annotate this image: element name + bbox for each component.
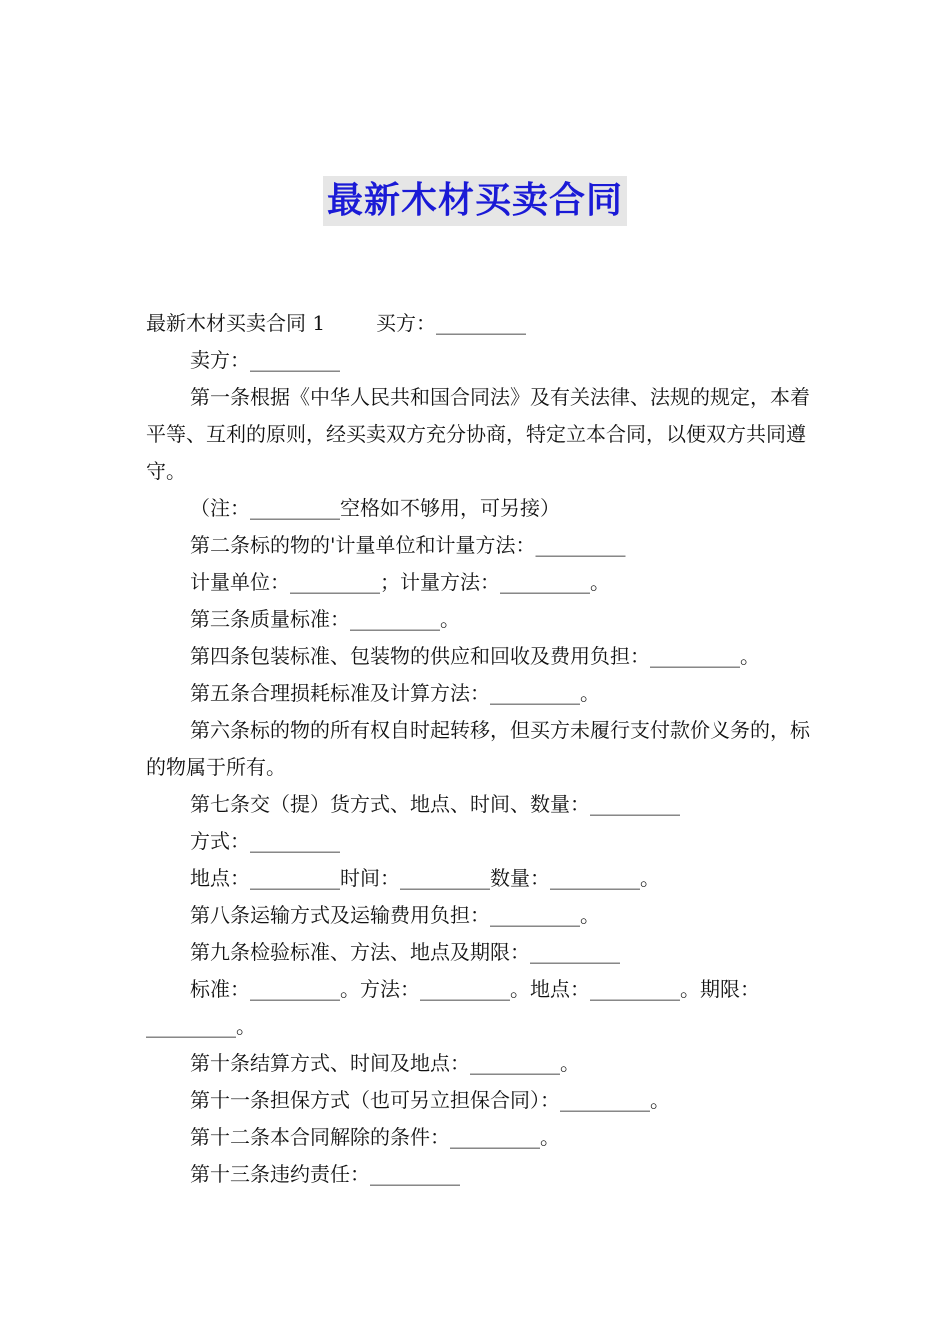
paragraph: 第十二条本合同解除的条件：_________。 [190, 1125, 560, 1149]
paragraph: 卖方：_________ [190, 348, 340, 372]
paragraph: 第十条结算方式、时间及地点：_________。 [190, 1051, 580, 1075]
paragraph: 第七条交（提）货方式、地点、时间、数量：_________ [190, 792, 680, 816]
paragraph: 第二条标的物的'计量单位和计量方法：_________ [190, 533, 626, 557]
paragraph: 方式：_________ [190, 829, 340, 853]
paragraph: 第六条标的物的所有权自时起转移，但买方未履行支付款价义务的，标的物属于所有。 [146, 718, 810, 779]
paragraph: （注：_________空格如不够用，可另接） [190, 496, 560, 520]
paragraph: 地点：_________时间：_________数量：_________。 [190, 866, 660, 890]
paragraph: 第一条根据《中华人民共和国合同法》及有关法律、法规的规定，本着平等、互利的原则，经买卖双方充分协商，特定立本合同，以便双方共同遵守。 [146, 385, 810, 483]
paragraph: 计量单位：_________；计量方法：_________。 [190, 570, 610, 594]
paragraph: 第五条合理损耗标准及计算方法：_________。 [190, 681, 600, 705]
paragraph: 第九条检验标准、方法、地点及期限：_________ [190, 940, 620, 964]
paragraph: 最新木材买卖合同 1 买方：_________ [146, 311, 526, 335]
title-wrapper [0, 176, 950, 226]
document-title: 最新木材买卖合同 [323, 176, 627, 226]
paragraph: 第八条运输方式及运输费用负担：_________。 [190, 903, 600, 927]
paragraph: 第三条质量标准：_________。 [190, 607, 460, 631]
document-body [146, 305, 816, 1193]
paragraph: 第十一条担保方式（也可另立担保合同）：_________。 [190, 1088, 670, 1112]
paragraph: 第十三条违约责任：_________ [190, 1162, 460, 1186]
paragraph: 第四条包装标准、包装物的供应和回收及费用负担：_________。 [190, 644, 760, 668]
paragraph: 标准：_________。方法：_________。地点：_________。期限：_________。 [146, 977, 760, 1038]
